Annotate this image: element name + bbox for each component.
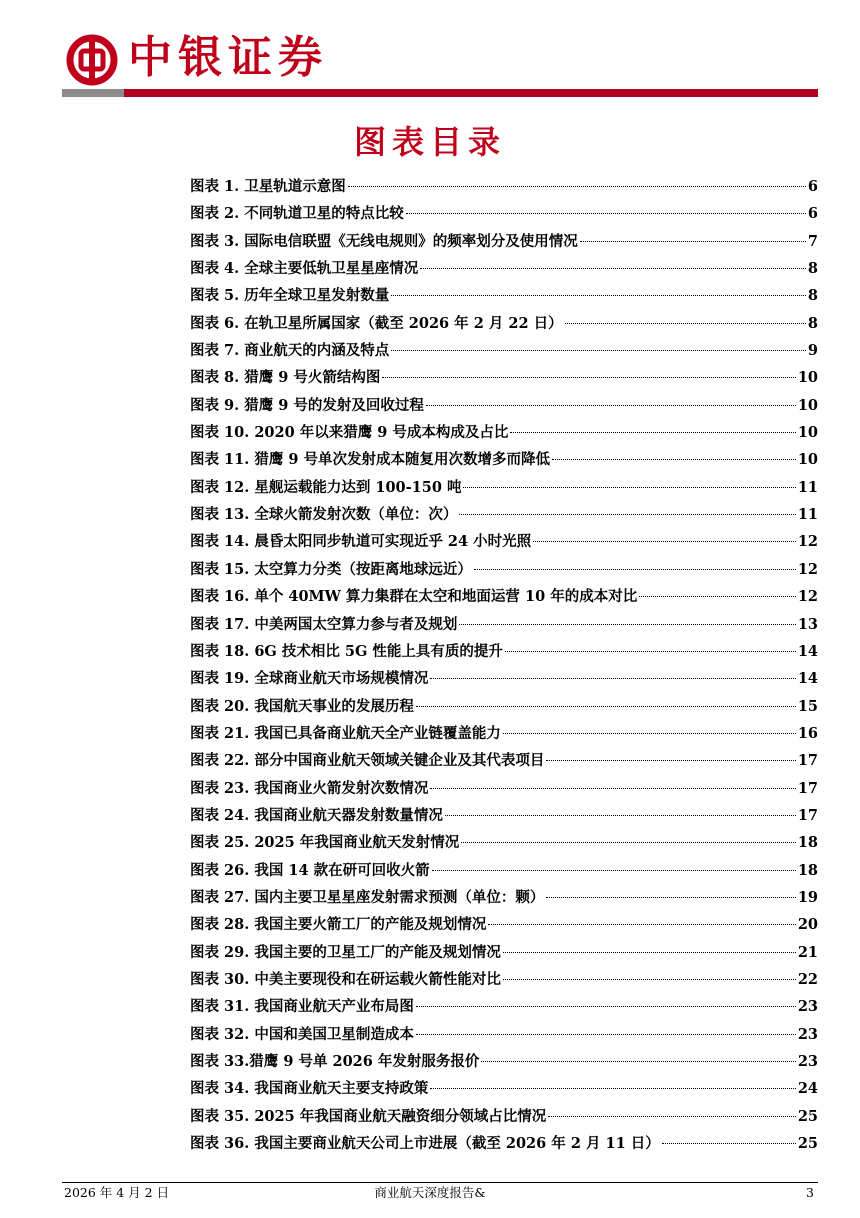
- toc-item[interactable]: [190, 392, 818, 419]
- toc-leader-dots: [420, 267, 806, 269]
- toc-leader-dots: [430, 1087, 795, 1089]
- toc-item-label: 图表 23. 我国商业火箭发射次数情况: [190, 779, 429, 797]
- toc-title: 图表目录: [353, 123, 506, 161]
- toc-item-page: 11: [797, 478, 818, 496]
- footer-rule: [62, 1182, 818, 1183]
- toc-leader-dots: [546, 759, 795, 761]
- toc-item[interactable]: [190, 337, 818, 364]
- toc-item-label: 图表 36. 我国主要商业航天公司上市进展（截至 2026 年 2 月 11 日）: [190, 1135, 660, 1153]
- toc-item-page: 10: [797, 369, 818, 387]
- toc-item-page: 17: [797, 779, 818, 797]
- toc-item[interactable]: [190, 665, 818, 692]
- toc-item[interactable]: [190, 583, 818, 610]
- toc-item-label: 图表 11. 猎鹰 9 号单次发射成本随复用次数增多而降低: [190, 451, 551, 469]
- toc-item[interactable]: [190, 419, 818, 446]
- toc-item-label: 图表 1. 卫星轨道示意图: [190, 178, 346, 195]
- toc-leader-dots: [580, 240, 806, 242]
- toc-item-page: 20: [797, 916, 818, 934]
- toc-leader-dots: [459, 513, 795, 515]
- toc-item[interactable]: [190, 282, 818, 309]
- toc-item-label: 图表 34. 我国商业航天主要支持政策: [190, 1080, 429, 1098]
- toc-leader-dots: [510, 431, 795, 433]
- toc-leader-dots: [662, 1142, 796, 1144]
- toc-leader-dots: [391, 294, 806, 296]
- toc-item[interactable]: [190, 693, 818, 720]
- toc-item[interactable]: [190, 528, 818, 555]
- footer-date: 2026 年 4 月 2 日: [64, 1185, 170, 1200]
- toc-leader-dots: [459, 623, 795, 625]
- toc-item[interactable]: [190, 501, 818, 528]
- toc-item[interactable]: [190, 966, 818, 993]
- toc-leader-dots: [488, 923, 795, 925]
- toc-leader-dots: [416, 705, 796, 707]
- toc-item-label: 图表 6. 在轨卫星所属国家（截至 2026 年 2 月 22 日）: [190, 314, 563, 332]
- toc-item-page: 24: [797, 1080, 818, 1098]
- toc-leader-dots: [503, 951, 796, 953]
- toc-item-label: 图表 24. 我国商业航天器发射数量情况: [190, 806, 443, 824]
- toc-leader-dots: [639, 595, 796, 597]
- toc-item-page: 18: [797, 834, 818, 852]
- toc-item-page: 22: [797, 970, 818, 988]
- toc-leader-dots: [505, 650, 796, 652]
- toc-item-label: 图表 21. 我国已具备商业航天全产业链覆盖能力: [190, 724, 501, 742]
- toc-leader-dots: [445, 814, 796, 816]
- toc-leader-dots: [481, 1060, 795, 1062]
- toc-item-page: 10: [797, 424, 818, 442]
- toc-leader-dots: [416, 1033, 796, 1035]
- toc-item-label: 图表 8. 猎鹰 9 号火箭结构图: [190, 369, 381, 387]
- toc-item-label: 图表 16. 单个 40MW 算力集群在太空和地面运营 10 年的成本对比: [190, 588, 638, 606]
- toc-item-label: 图表 18. 6G 技术相比 5G 性能上具有质的提升: [190, 642, 503, 660]
- toc-item-label: 图表 14. 晨昏太阳同步轨道可实现近乎 24 小时光照: [190, 533, 532, 551]
- toc-item-label: 图表 15. 太空算力分类（按距离地球远近）: [190, 560, 472, 578]
- toc-leader-dots: [463, 486, 795, 488]
- page-header: [0, 0, 860, 100]
- toc-item[interactable]: [190, 173, 818, 200]
- toc-item[interactable]: [190, 720, 818, 747]
- toc-item[interactable]: [190, 829, 818, 856]
- toc-item[interactable]: [190, 857, 818, 884]
- toc-item-label: 图表 28. 我国主要火箭工厂的产能及规划情况: [190, 916, 487, 934]
- toc-item[interactable]: [190, 939, 818, 966]
- toc-item-page: 23: [797, 1053, 818, 1070]
- toc-item-label: 图表 31. 我国商业航天产业布局图: [190, 998, 414, 1016]
- toc-item-label: 图表 10. 2020 年以来猎鹰 9 号成本构成及占比: [190, 424, 509, 442]
- toc-item-page: 17: [797, 752, 818, 770]
- toc-leader-dots: [461, 841, 796, 843]
- toc-item-page: 19: [797, 888, 818, 906]
- toc-item-label: 图表 4. 全球主要低轨卫星星座情况: [190, 260, 419, 278]
- toc-item[interactable]: [190, 775, 818, 802]
- toc-item-page: 15: [797, 697, 818, 715]
- header-rule-gray: [62, 89, 124, 97]
- toc-item[interactable]: [190, 611, 818, 638]
- toc-item-page: 7: [807, 232, 818, 250]
- toc-leader-dots: [533, 540, 796, 542]
- toc-item-label: 图表 29. 我国主要的卫星工厂的产能及规划情况: [190, 943, 501, 961]
- toc-leader-dots: [426, 404, 796, 406]
- toc-item[interactable]: [190, 884, 818, 911]
- bank-of-china-logo-icon: [66, 34, 118, 86]
- toc-item[interactable]: [190, 1103, 818, 1130]
- toc-item-label: 图表 3. 国际电信联盟《无线电规则》的频率划分及使用情况: [190, 232, 578, 250]
- toc-item[interactable]: [190, 1075, 818, 1102]
- toc-item-label: 图表 33.猎鹰 9 号单 2026 年发射服务报价: [190, 1053, 480, 1070]
- toc-item-label: 图表 17. 中美两国太空算力参与者及规划: [190, 615, 458, 633]
- toc-item[interactable]: [190, 993, 818, 1020]
- toc-item-page: 10: [797, 396, 818, 414]
- toc-item-page: 16: [797, 724, 818, 742]
- toc-item-page: 14: [797, 642, 818, 660]
- toc-item-page: 6: [807, 178, 818, 195]
- toc-item-page: 13: [797, 615, 818, 633]
- toc-item-page: 9: [807, 342, 818, 360]
- toc-item[interactable]: [190, 200, 818, 227]
- toc-item[interactable]: [190, 911, 818, 938]
- toc-item-label: 图表 5. 历年全球卫星发射数量: [190, 287, 390, 305]
- toc-item-page: 6: [807, 205, 818, 223]
- toc-item[interactable]: [190, 1048, 818, 1075]
- toc-leader-dots: [348, 185, 806, 187]
- toc-leader-dots: [548, 1115, 796, 1117]
- toc-leader-dots: [546, 896, 795, 898]
- toc-item-label: 图表 32. 中国和美国卫星制造成本: [190, 1025, 414, 1043]
- toc-item-label: 图表 22. 部分中国商业航天领域关键企业及其代表项目: [190, 752, 545, 770]
- toc-item[interactable]: [190, 474, 818, 501]
- toc-item-label: 图表 19. 全球商业航天市场规模情况: [190, 670, 429, 688]
- header-rule-red: [124, 89, 818, 97]
- toc-leader-dots: [552, 458, 796, 460]
- toc-item-page: 10: [797, 451, 818, 469]
- footer-page-number: 3: [806, 1185, 814, 1200]
- toc-item-page: 25: [797, 1135, 818, 1153]
- toc-item[interactable]: [190, 1130, 818, 1157]
- toc-item-label: 图表 30. 中美主要现役和在研运载火箭性能对比: [190, 970, 501, 988]
- toc-leader-dots: [416, 1005, 796, 1007]
- toc-item-label: 图表 7. 商业航天的内涵及特点: [190, 342, 390, 360]
- toc-item-label: 图表 27. 国内主要卫星星座发射需求预测（单位：颗）: [190, 888, 545, 906]
- toc-leader-dots: [430, 677, 795, 679]
- toc-leader-dots: [432, 869, 796, 871]
- toc-item-page: 12: [797, 588, 818, 606]
- toc-item[interactable]: [190, 802, 818, 829]
- toc-item-page: 18: [797, 861, 818, 879]
- toc-leader-dots: [391, 349, 806, 351]
- footer-report-title: 商业航天深度报告&: [374, 1185, 486, 1200]
- toc-item-label: 图表 20. 我国航天事业的发展历程: [190, 697, 414, 715]
- toc-leader-dots: [565, 322, 806, 324]
- toc-item-label: 图表 25. 2025 年我国商业航天发射情况: [190, 834, 460, 852]
- toc-leader-dots: [406, 212, 806, 214]
- toc-item[interactable]: [190, 310, 818, 337]
- toc-item-page: 8: [807, 314, 818, 332]
- toc-leader-dots: [430, 787, 795, 789]
- toc-item[interactable]: [190, 556, 818, 583]
- toc-leader-dots: [474, 568, 796, 570]
- toc-item-page: 8: [807, 260, 818, 278]
- toc-item[interactable]: [190, 364, 818, 391]
- table-of-contents: [190, 173, 818, 1157]
- toc-item[interactable]: [190, 1021, 818, 1048]
- toc-item-page: 17: [797, 806, 818, 824]
- toc-item-page: 25: [797, 1107, 818, 1125]
- toc-item-page: 21: [797, 943, 818, 961]
- toc-leader-dots: [382, 376, 795, 378]
- brand-name: 中银证券: [128, 32, 328, 83]
- toc-item[interactable]: [190, 747, 818, 774]
- toc-item-page: 23: [797, 998, 818, 1016]
- toc-item[interactable]: [190, 228, 818, 255]
- toc-item[interactable]: [190, 255, 818, 282]
- toc-leader-dots: [503, 732, 796, 734]
- toc-leader-dots: [503, 978, 796, 980]
- toc-item-label: 图表 26. 我国 14 款在研可回收火箭: [190, 861, 430, 879]
- toc-item-page: 11: [797, 506, 818, 524]
- toc-item-label: 图表 2. 不同轨道卫星的特点比较: [190, 205, 404, 223]
- toc-item[interactable]: [190, 638, 818, 665]
- toc-item-page: 23: [797, 1025, 818, 1043]
- toc-item-label: 图表 35. 2025 年我国商业航天融资细分领域占比情况: [190, 1107, 547, 1125]
- toc-item-page: 8: [807, 287, 818, 305]
- toc-item-page: 12: [797, 560, 818, 578]
- toc-item-label: 图表 9. 猎鹰 9 号的发射及回收过程: [190, 396, 424, 414]
- toc-item-page: 12: [797, 533, 818, 551]
- toc-item-label: 图表 13. 全球火箭发射次数（单位：次）: [190, 506, 458, 524]
- toc-item-page: 14: [797, 670, 818, 688]
- toc-item-label: 图表 12. 星舰运载能力达到 100-150 吨: [190, 478, 462, 496]
- toc-item[interactable]: [190, 446, 818, 473]
